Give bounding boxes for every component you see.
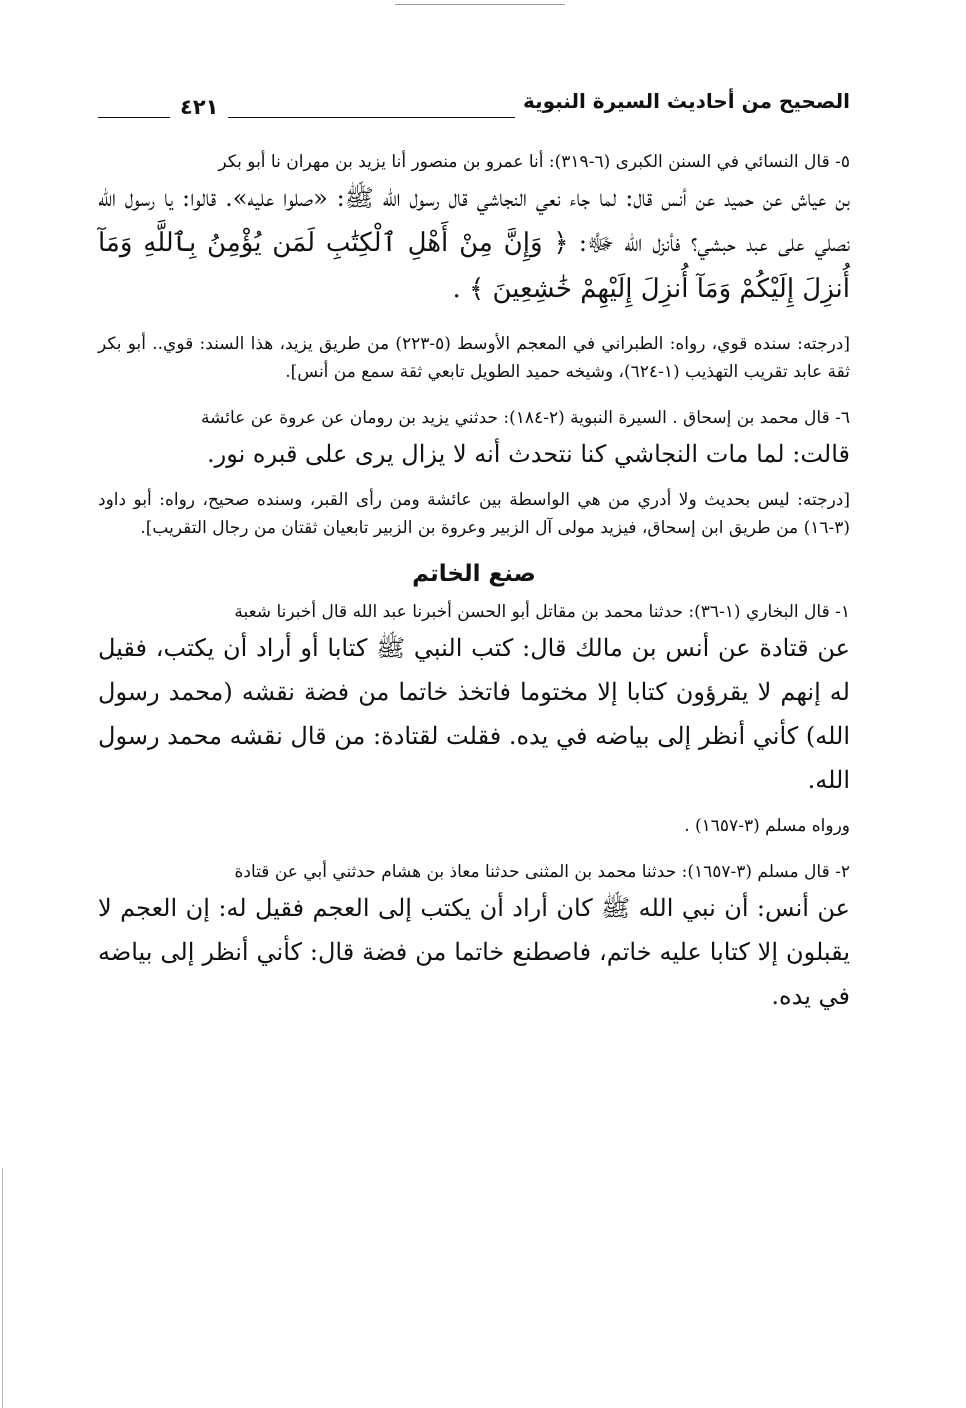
hadith-1-note: ورواه مسلم (٣-١٦٥٧) .: [684, 816, 850, 836]
page-body: [98, 148, 850, 1018]
grade-text: سنده قوي، رواه: الطبراني في المعجم الأوسط (٥-٢٢٣) من طريق يزيد، هذا السند: قوي.. أبو بكر ثقة عابد تقريب التهذيب (١-٦٢٤)، وشيخه حميد الطويل تابعي ثقة سمع من أنس].: [98, 334, 850, 382]
page-number: ٤٢١: [170, 90, 228, 124]
hadith-6-text: قالت: لما مات النجاشي كنا نتحدث أنه لا يزال يرى على قبره نور.: [206, 440, 850, 468]
top-edge-rule: [395, 4, 565, 5]
running-title: الصحيح من أحاديث السيرة النبوية: [515, 84, 850, 118]
hadith-6-chain: ٦- قال محمد بن إسحاق . السيرة النبوية (٢-١٨٤): حدثني يزيد بن رومان عن عروة عن عائشة: [200, 408, 850, 428]
hadith-6-grade: [98, 486, 850, 542]
grade-label: [درجته:: [797, 490, 851, 510]
hadith-5-matn: بن عياش عن حميد عن أنس قال: لما جاء نعي النجاشي قال رسول الله ﷺ: «صلوا عليه». قالوا: يا رسول الله نصلي على عبد حبشي؟ فأنزل الله ﷻ:: [98, 184, 850, 257]
hadith-1-text: عن قتادة عن أنس بن مالك قال: كتب النبي ﷺ كتابا أو أراد أن يكتب، فقيل له إنهم لا يقرؤون كتابا إلا مختوما فاتخذ خاتما من فضة نقشه (محمد رسول الله) كأني أنظر إلى بياضه في يده. فقلت لقتادة: من قال نقشه محمد رسول الله.: [98, 634, 851, 794]
section-title: صنع الخاتم: [412, 561, 536, 587]
page-edge-shadow: [2, 1168, 3, 1408]
hadith-5-text: [98, 176, 850, 312]
quran-verse: ﴿ وَإِنَّ مِنْ أَهْلِ ٱلْكِتَٰبِ لَمَن يُؤْمِنُ بِٱللَّهِ وَمَآ أُنزِلَ إِلَيْكُمْ وَمَآ أُنزِلَ إِلَيْهِمْ خَٰشِعِينَ ﴾ .: [98, 228, 850, 304]
hadith-2-chain: ٢- قال مسلم (٣-١٦٥٧): حدثنا محمد بن المثنى حدثنا معاذ بن هشام حدثني أبي عن قتادة: [234, 862, 850, 882]
hadith-2-text: عن أنس: أن نبي الله ﷺ كان أراد أن يكتب إلى العجم فقيل له: إن العجم لا يقبلون إلا كتابا عليه خاتم، فاصطنع خاتما من فضة قال: كأني أنظر إلى بياضه في يده.: [98, 894, 850, 1010]
hadith-5-grade: [98, 330, 850, 386]
hadith-1-chain: ١- قال البخاري (١-٣٦): حدثنا محمد بن مقاتل أبو الحسن أخبرنا عبد الله قال أخبرنا شعبة: [234, 602, 850, 622]
hadith-5-chain: ٥- قال النسائي في السنن الكبرى (٦-٣١٩): أنا عمرو بن منصور أنا يزيد بن مهران نا أبو بكر: [218, 152, 850, 172]
grade-label: [درجته:: [797, 334, 850, 354]
page-header: [98, 84, 850, 124]
grade-text: ليس بحديث ولا أدري من هي الواسطة بين عائشة ومن رأى القبر، وسنده صحيح، رواه: أبو داود (٣-١٦) من طريق ابن إسحاق، فيزيد مولى آل الزبير وعروة بن الزبير تابعيان ثقتان من رجال التقريب].: [98, 490, 850, 538]
